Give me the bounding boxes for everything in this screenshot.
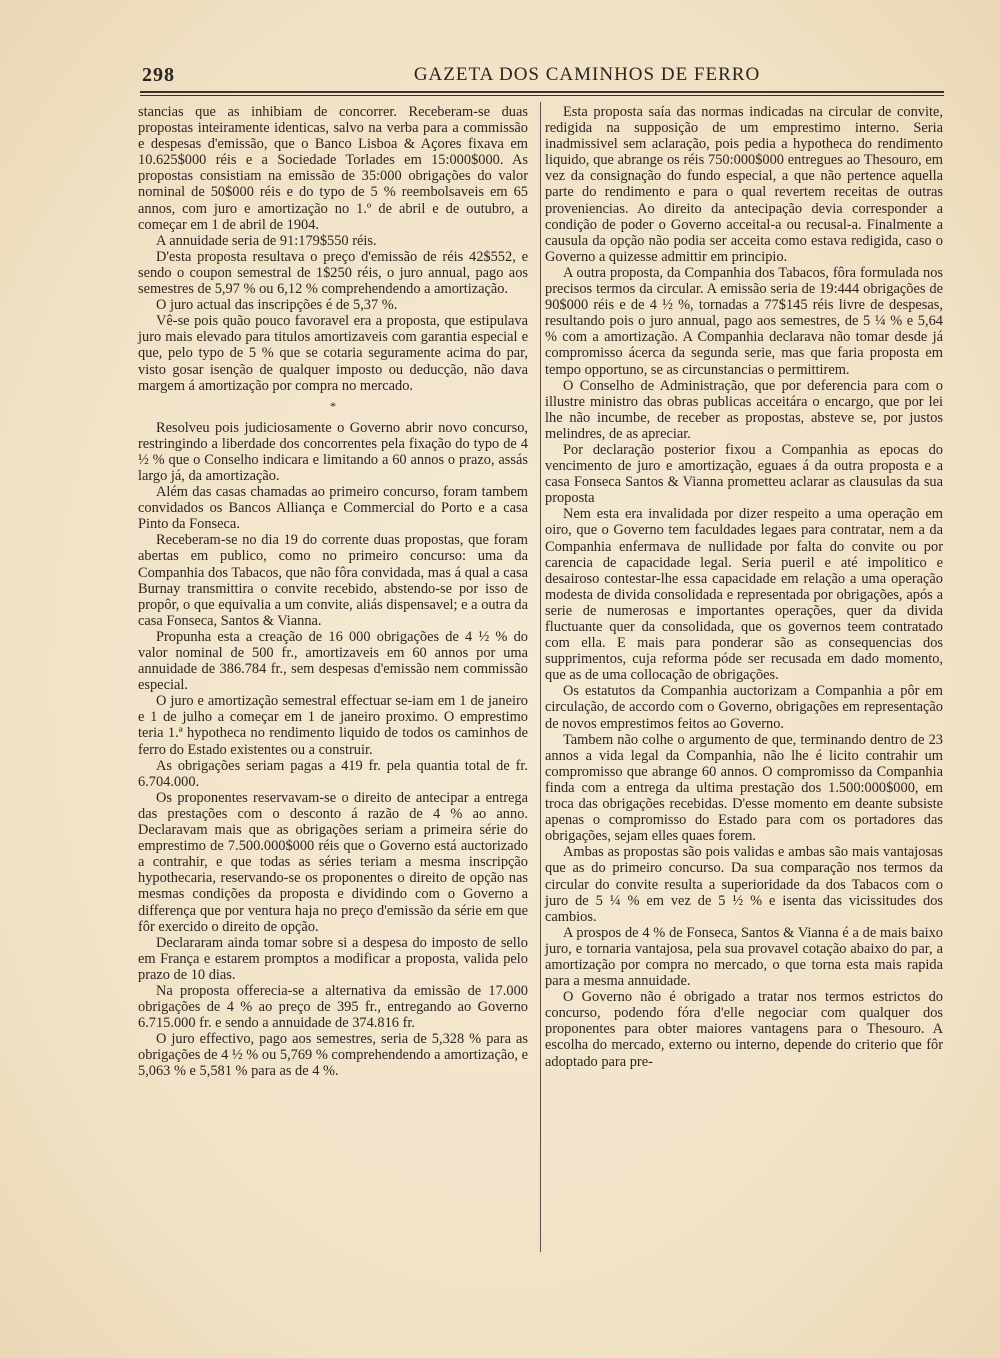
paragraph: O Conselho de Administração, que por deferencia para com o illustre ministro das obras publicas acceitára o encargo, que por lei lhe não incumbe, de receber as propostas, absteve se, por justos melindres, de as apreciar.: [545, 377, 943, 442]
section-separator: *: [330, 398, 336, 413]
paragraph: Na proposta offerecia-se a alternativa da emissão de 17.000 obrigações de 4 % ao preço de 395 fr., entregando ao Governo 6.715.000 fr. e sendo a annuidade de 374.816 fr.: [138, 982, 528, 1032]
paragraph: Propunha esta a creação de 16 000 obrigações de 4 ½ % do valor nominal de 500 fr., amortizaveis em 60 annos por uma annuidade de 386.784 fr., sem despesas d'emissão nem commissão especial.: [138, 628, 528, 694]
paragraph: Por declaração posterior fixou a Companhia as epocas do vencimento de juro e amortização, eguaes á da outra proposta e a casa Fonseca Santos & Vianna prometteu aclarar as clausulas da sua proposta: [545, 441, 943, 507]
paragraph: A outra proposta, da Companhia dos Tabacos, fôra formulada nos precisos termos da circular. A emissão seria de 19:444 obrigações de 90$000 réis e de 4 ½ %, tornadas a 77$145 réis livre de despesas, resultando pois o juro annual, pago aos semestres, de 5 ¼ % e 5,64 % com a amortização. A Companhia declarava não tomar desde já compromisso ácerca da segunda serie, mas que faria proposta em tempo opportuno, se as circunstancias o permittirem.: [545, 264, 943, 378]
page-header: [140, 62, 944, 90]
paragraph: Ambas as propostas são pois validas e ambas são mais vantajosas que as do primeiro concurso. Da sua comparação nos termos da circular do convite resulta a superioridade da dos Tabacos com o juro de 5 ¼ % em vez de 5 ½ % e isenta das vicissitudes dos cambios.: [545, 844, 943, 925]
paragraph: Tambem não colhe o argumento de que, terminando dentro de 23 annos a vida legal da Companhia, não lhe é licito contrahir um compromisso que abrange 60 annos. O compromisso da Companhia finda com a entrega da ultima prestação dos 1.500:000$000, em troca das obrigações recebidas. D'esse momento em deante subsiste apenas o compromisso do Estado para com os portadores das obrigações, sejam elles quaes forem.: [545, 731, 943, 845]
page-number: 298: [142, 64, 175, 86]
paragraph: Além das casas chamadas ao primeiro concurso, foram tambem convidados os Bancos Alliança e Commercial do Porto e a casa Pinto da Fonseca.: [138, 484, 528, 533]
paragraph: Receberam-se no dia 19 do corrente duas propostas, que foram abertas em publico, como no primeiro concurso: uma da Companhia dos Tabacos, que não fôra convidada, mas á qual a casa Burnay transmittira o convite recebido, abstendo-se por isso de propôr, o que equivalia a um convite, aliás dispensavel; e a outra da casa Fonseca, Santos & Vianna.: [138, 532, 528, 629]
paragraph: A prospos de 4 % de Fonseca, Santos & Vianna é a de mais baixo juro, e tornaria vantajosa, pela sua provavel cotação abaixo do par, a amortização por compra no mercado, o que torna esta mais rapida para a mesma annuidade.: [545, 924, 943, 990]
paragraph: O Governo não é obrigado a tratar nos termos estrictos do concurso, podendo fóra d'elle negociar com qualquer dos proponentes para obter maiores vantagens para o Thesouro. A escolha do mercado, externo ou interno, depende do criterio que fôr adoptado para pre-: [545, 989, 943, 1070]
paragraph: Os estatutos da Companhia auctorizam a Companhia a pôr em circulação, de accordo com o Governo, obrigações em representação de novos emprestimos feitos ao Governo.: [545, 683, 943, 732]
paragraph: O juro actual das inscripções é de 5,37 %.: [156, 297, 398, 314]
left-column: [138, 104, 528, 1080]
running-title: GAZETA DOS CAMINHOS DE FERRO: [413, 64, 761, 85]
paragraph: As obrigações seriam pagas a 419 fr. pela quantia total de fr. 6.704.000.: [138, 757, 528, 790]
paragraph: Vê-se pois quão pouco favoravel era a proposta, que estipulava juro mais elevado para titulos amortizaveis com garantia especial e que, pelo typo de 5 % que se cotaria seguramente acima do par, visto gosar isenção de qualquer imposto ou deducção, não dava margem á amortização por compra no mercado.: [138, 313, 528, 394]
right-column: [545, 104, 943, 1070]
header-rule: [140, 91, 944, 93]
paragraph: Declararam ainda tomar sobre si a despesa do imposto de sello em França e estarem promptos a modificar a proposta, valida pelo prazo de 10 dias.: [138, 934, 528, 983]
paragraph: Esta proposta saía das normas indicadas na circular de convite, redigida na supposição de um emprestimo interno. Seria inadmissivel sem aclaração, pois pedia a hypotheca do rendimento liquido, que abrange os réis 750:000$000 entregues ao Thesouro, em vez da consignação do fundo especial, a que não pertence aquella parte do rendimento e para o qual revertem receitas de outras proveniencias. Ao direito da antecipação devia corresponder a condição de poder o Governo acceital-a ou recusal-a. Finalmente a causula da opção não podia ser acceita como estava redigida, caso o Governo a quizesse admittir em principio.: [545, 104, 943, 265]
paragraph: O juro e amortização semestral effectuar se-iam em 1 de janeiro e 1 de julho a começar em 1 de janeiro proximo. O emprestimo teria 1.ª hypotheca no rendimento liquido de todos os caminhos de ferro do Estado existentes ou a construir.: [138, 693, 528, 758]
paragraph: Nem esta era invalidada por dizer respeito a uma operação em oiro, que o Governo tem faculdades legaes para contratar, nem a da Companhia enfermava de nullidade por falta do convite ou por carencia de capacidade legal. Seria pueril e até impolitico e desairoso contestar-lhe essa capacidade em relação a uma operação modesta de divida consolidada e representada por obrigações, após a serie de numerosas e importantes operações, quer da divida fluctuante quer da consolidada, que os governos teem contratado com ella. E mais para ponderar são as consequencias dos supprimentos, cuja reforma póde ser recusada em dado momento, que as de uma collocação de obrigações.: [545, 506, 943, 684]
paragraph: A annuidade seria de 91:179$550 réis.: [156, 232, 377, 249]
paragraph: O juro effectivo, pago aos semestres, seria de 5,328 % para as obrigações de 4 ½ % ou 5,769 % comprehendendo a amortização, e 5,063 % e 5,581 % para as de 4 %.: [138, 1031, 529, 1080]
paragraph: stancias que as inhibiam de concorrer. Receberam-se duas propostas inteiramente identicas, salvo na verba para a commissão e despesas d'emissão, que o Banco Lisboa & Açores fixava em 10.625$000 réis e a Sociedade Torlades em 15:000$000. As propostas consistiam na emissão de 35:000 obrigações do valor nominal de 50$000 réis e do typo de 5 % reembolsaveis em 65 annos, com juro e amortização no 1.º de abril e de outubro, a começar em 1 de abril de 1904.: [138, 104, 528, 233]
column-divider: [540, 102, 541, 1252]
paragraph: Os proponentes reservavam-se o direito de antecipar a entrega das prestações com o desconto á razão de 4 % ao anno. Declaravam mais que as obrigações seriam a primeira série do emprestimo de 7.500.000$000 réis que o Governo está auctorizado a contrahir, e que todas as séries teriam a mesma inscripção hypothecaria, reservando-se os proponentes o direito de opção nas mesmas condições da proposta e dividindo com o Governo a differença que por ventura haja no preço d'emissão da série em que fôr exercido o direito de opção.: [138, 789, 528, 935]
paragraph: D'esta proposta resultava o preço d'emissão de réis 42$552, e sendo o coupon semestral de 1$250 réis, o juro annual, pago aos semestres de 5,97 % ou 6,12 % comprehendendo a amortização.: [138, 248, 528, 298]
header-rule-thin: [140, 95, 944, 96]
paragraph: Resolveu pois judiciosamente o Governo abrir novo concurso, restringindo a liberdade dos concorrentes pela fixação do typo de 4 ½ % que o Conselho indicara e limitando a 60 annos o prazo, assás largo já, da amortização.: [138, 419, 528, 484]
